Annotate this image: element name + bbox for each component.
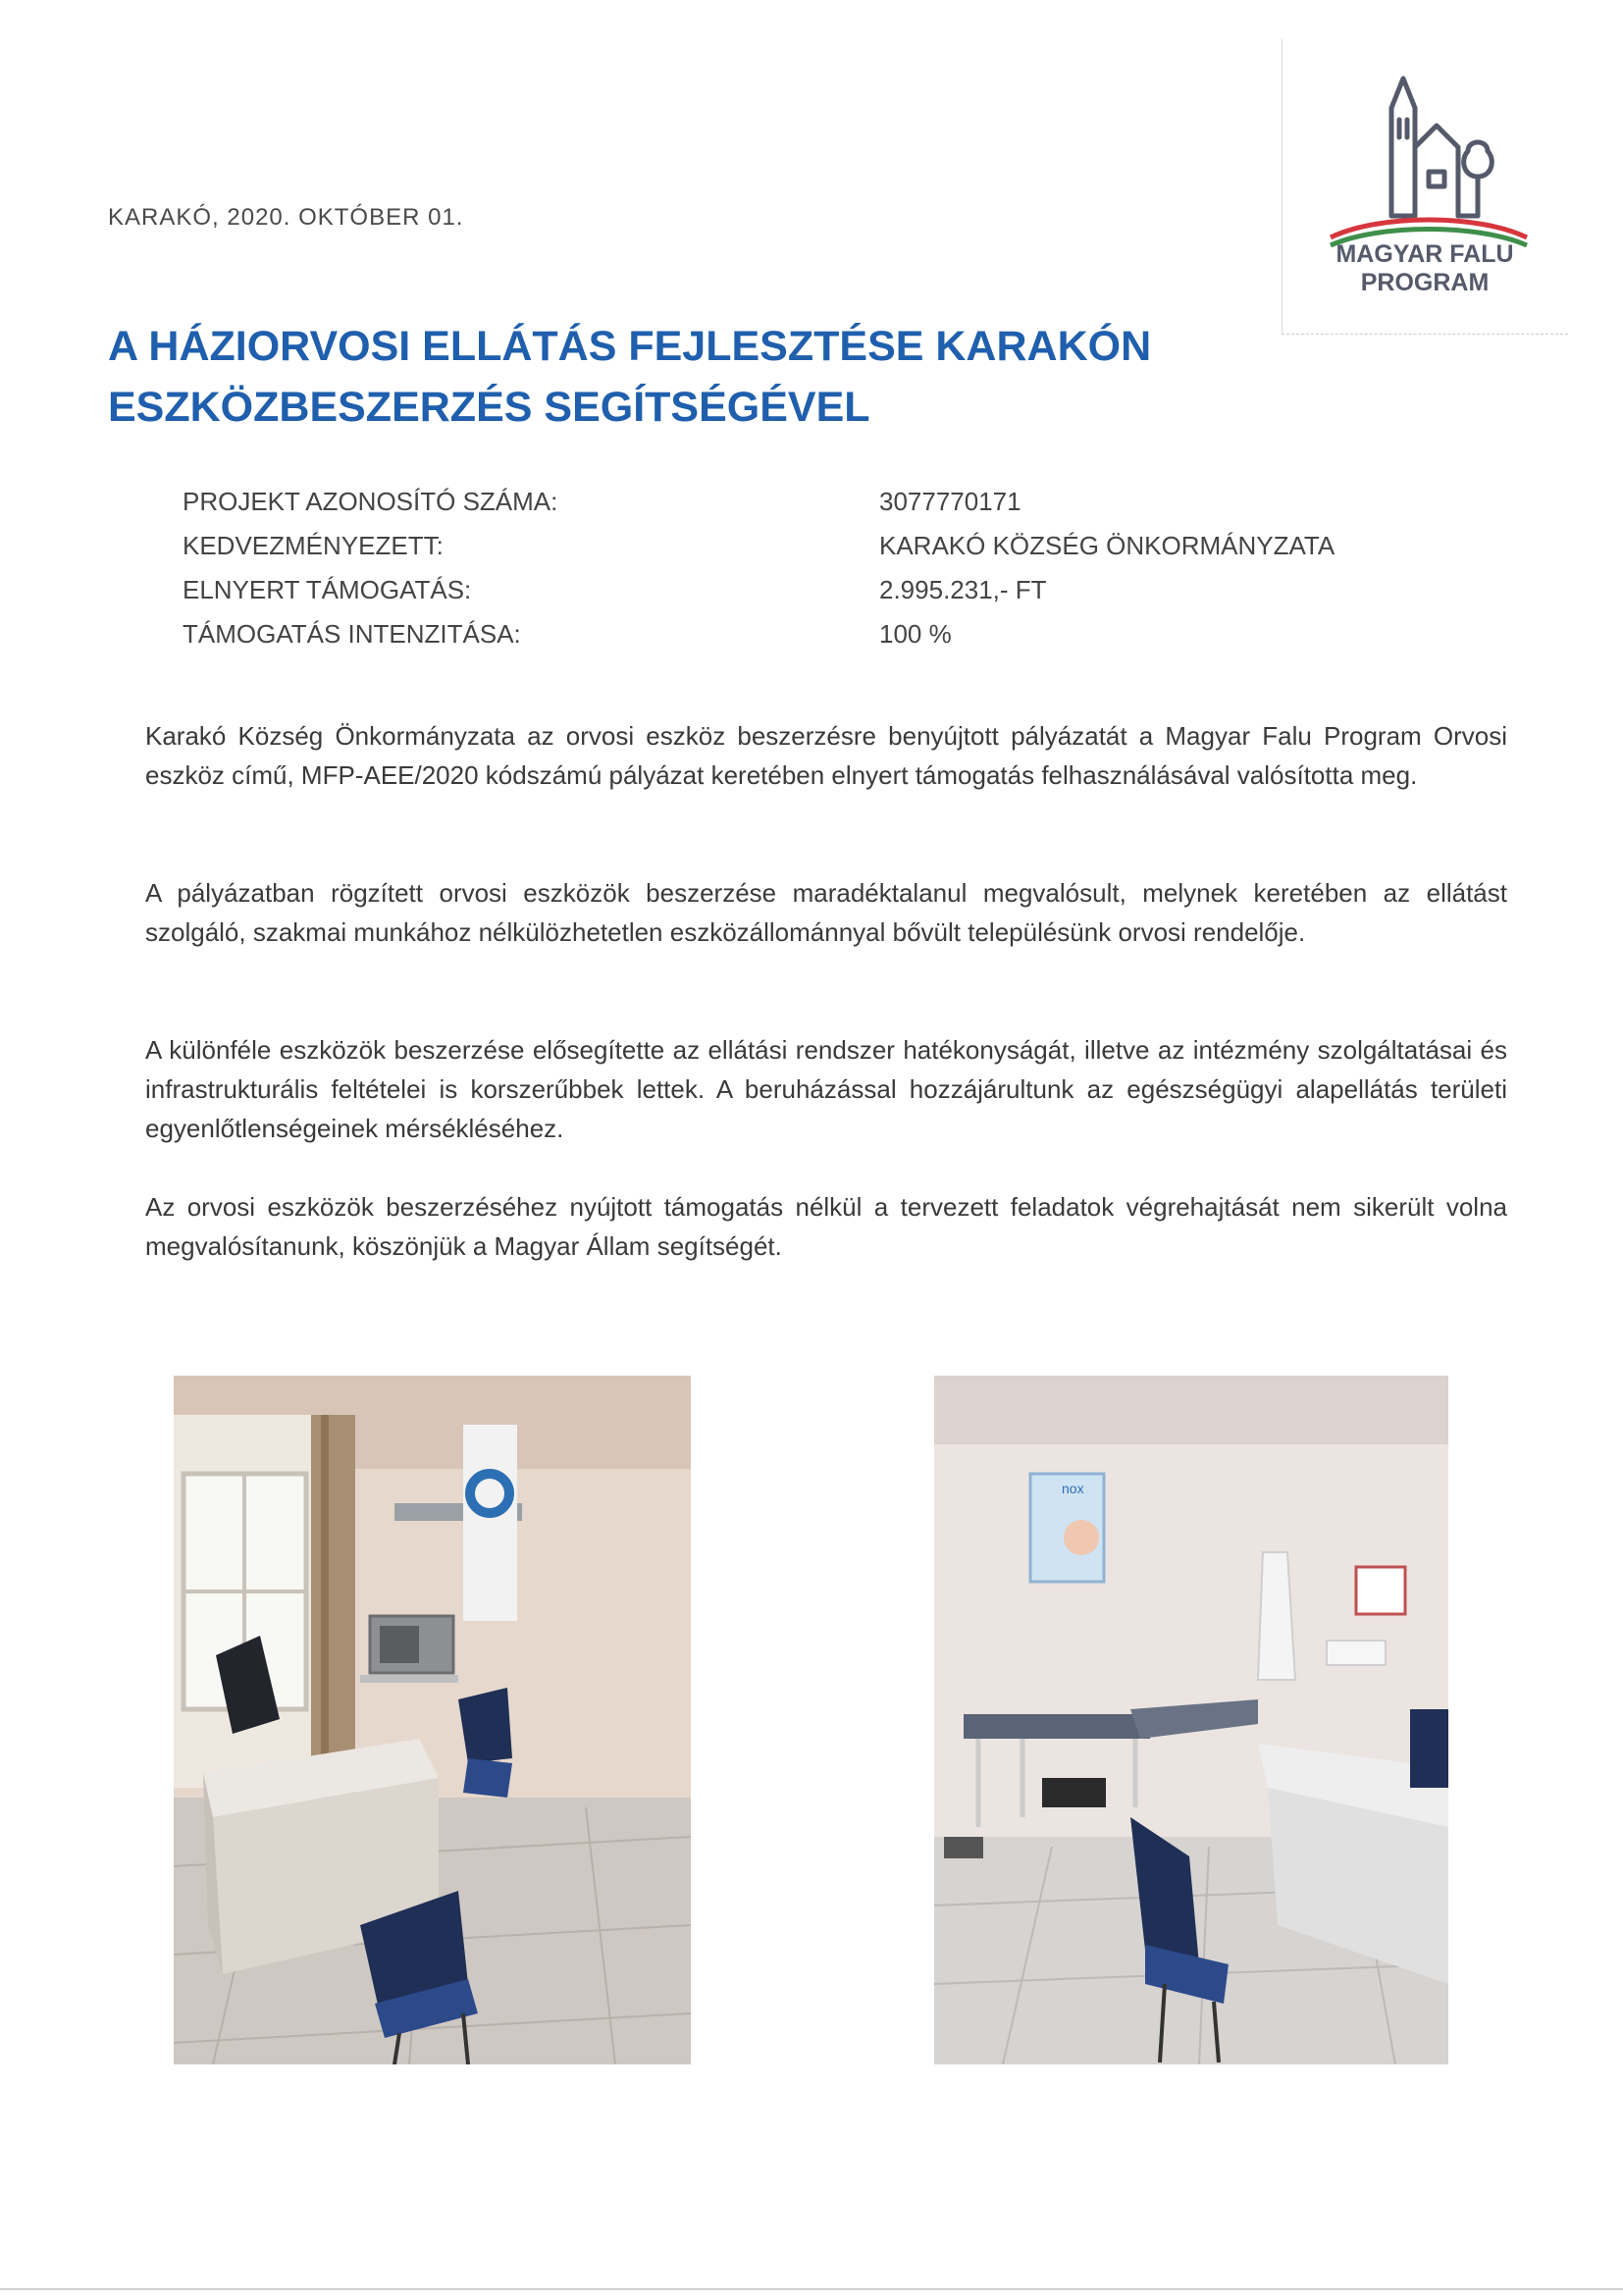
project-details bbox=[183, 487, 1458, 663]
paragraph-2: A pályázatban rögzített orvosi eszközök beszerzése maradéktalanul megvalósult, melynek keretében az ellátást szolgáló, szakmai munkához nélkülözhetetlen eszközállománnyal bővült településünk orvosi rendelője. bbox=[145, 878, 1507, 947]
magyar-falu-program-logo bbox=[1282, 39, 1568, 334]
church-house-tree-icon bbox=[1321, 69, 1537, 250]
paragraph-3: A különféle eszközök beszerzése elősegítette az ellátási rendszer hatékonyságát, illetve az intézmény szolgáltatásai és infrastrukturális feltételei is korszerűbbek lettek. A beruházással hozzájárultunk az egészségügyi alapellátás területi egyenlőtlenségeinek mérsékléséhez. bbox=[145, 1035, 1507, 1143]
logo-line-1: MAGYAR FALU bbox=[1335, 240, 1514, 268]
paragraph-4: Az orvosi eszközök beszerzéséhez nyújtott támogatás nélkül a tervezett feladatok végrehajtását nem sikerült volna megvalósítanunk, köszönjük a Magyar Állam segítségét. bbox=[145, 1192, 1507, 1261]
detail-row-beneficiary bbox=[183, 531, 1458, 575]
photo-consulting-room-desk bbox=[174, 1376, 691, 2064]
detail-value: KARAKÓ KÖZSÉG ÖNKORMÁNYZATA bbox=[879, 531, 1335, 560]
detail-row-support-amount bbox=[183, 575, 1458, 619]
detail-row-project-id bbox=[183, 487, 1458, 531]
detail-row-support-intensity bbox=[183, 619, 1458, 663]
detail-label: PROJEKT AZONOSÍTÓ SZÁMA: bbox=[183, 487, 558, 516]
poster-text: nox bbox=[1062, 1481, 1084, 1496]
detail-value: 3077770171 bbox=[879, 487, 1021, 516]
logo-line-2: PROGRAM bbox=[1360, 269, 1490, 296]
detail-label: KEDVEZMÉNYEZETT: bbox=[183, 531, 444, 560]
detail-label: ELNYERT TÁMOGATÁS: bbox=[183, 575, 472, 604]
logo-text bbox=[1282, 240, 1568, 297]
logo-divider-horizontal bbox=[1282, 334, 1568, 335]
document-date: KARAKÓ, 2020. OKTÓBER 01. bbox=[108, 204, 464, 231]
page-title bbox=[108, 316, 1285, 438]
detail-value: 100 % bbox=[879, 619, 952, 649]
title-line-1: A HÁZIORVOSI ELLÁTÁS FEJLESZTÉSE KARAKÓN bbox=[108, 323, 1152, 370]
detail-value: 2.995.231,- FT bbox=[879, 575, 1047, 604]
paragraph-1: Karakó Község Önkormányzata az orvosi eszköz beszerzésre benyújtott pályázatát a Magyar Falu Program Orvosi eszköz című, MFP-AEE/2020 kódszámú pályázat keretében elnyert támogatás felhasználásával valósította meg. bbox=[145, 721, 1507, 790]
detail-label: TÁMOGATÁS INTENZITÁSA: bbox=[183, 619, 521, 649]
photo-examination-room-couch bbox=[934, 1376, 1448, 2064]
bottom-edge-line bbox=[0, 2288, 1623, 2290]
title-line-2: ESZKÖZBESZERZÉS SEGÍTSÉGÉVEL bbox=[108, 384, 870, 431]
